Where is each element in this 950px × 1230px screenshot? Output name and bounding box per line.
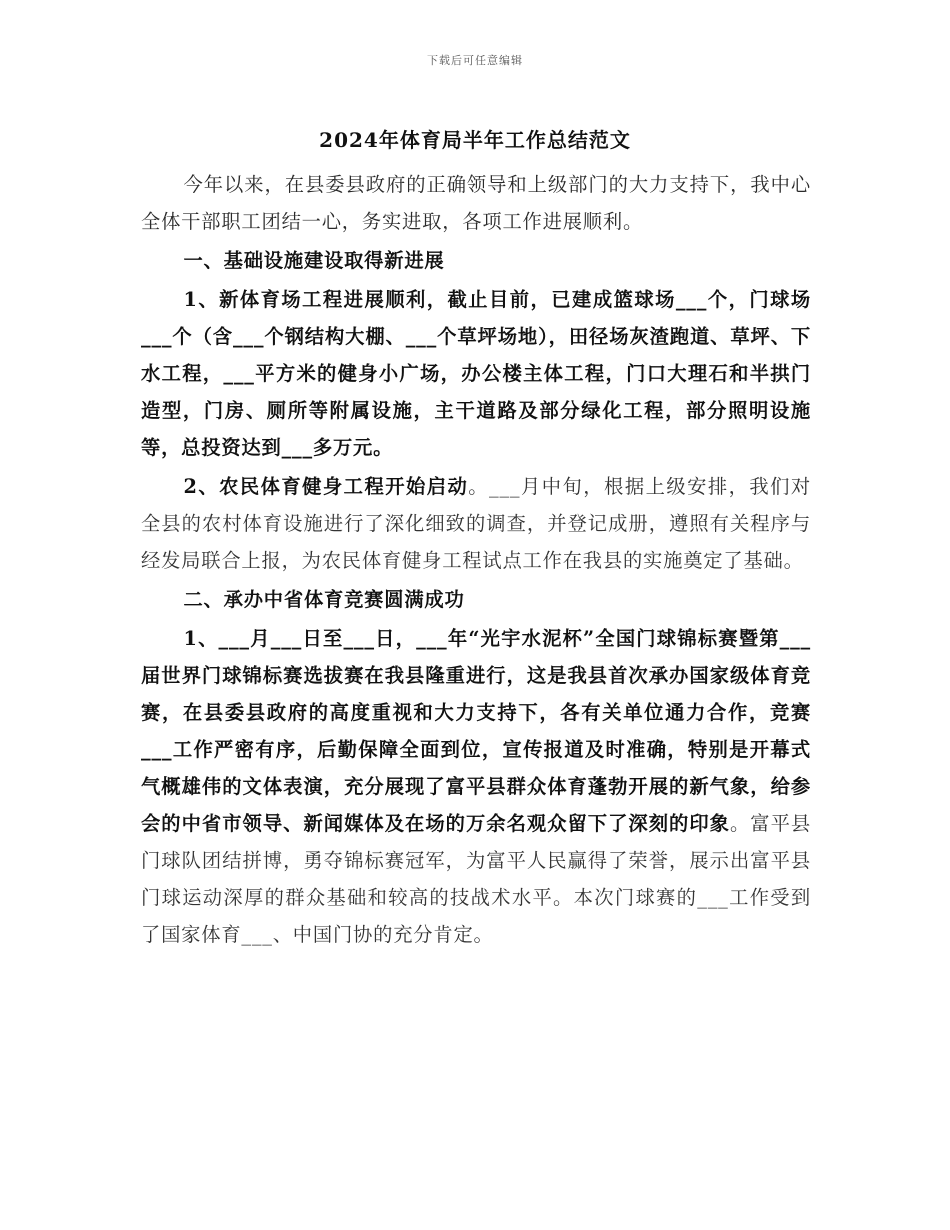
document-title: 2024年体育局半年工作总结范文	[319, 128, 631, 152]
section-1-item-2-bold: 2、农民体育健身工程开始启动	[183, 475, 469, 498]
section-1-item-2-text: 。___月中旬，根据上级安排，我们对全县的农村体育设施进行了深化细致的调查，并登记成册，遵照有关程序与经发局联合上报，为农民体育健身工程试点工作在我县的实施奠定了基础。	[141, 475, 811, 572]
section-2-item-1	[141, 620, 811, 953]
section-1-item-2	[141, 468, 811, 579]
section-2-item-1-text: 。富平县门球队团结拼博，勇夺锦标赛冠军，为富平人民赢得了荣誉，展示出富平县门球运动深厚的群众基础和较高的技战术水平。本次门球赛的___工作受到了国家体育___、中国门协的充分肯定。	[141, 812, 811, 946]
section-1-heading: 一、基础设施建设取得新进展	[183, 249, 445, 272]
section-2-item-1-bold: 1、___月___日至___日，___年“光宇水泥杯”全国门球锦标赛暨第___届世界门球锦标赛选拔赛在我县隆重进行，这是我县首次承办国家级体育竞赛，在县委县政府的高度重视和大力支持下，各有关单位通力合作，竞赛___工作严密有序，后勤保障全面到位，宣传报道及时准确，特别是开幕式气概雄伟的文体表演，充分展现了富平县群众体育蓬勃开展的新气象，给参会的中省市领导、新闻媒体及在场的万余名观众留下了深刻的印象	[141, 627, 811, 835]
section-2-heading: 二、承办中省体育竞赛圆满成功	[183, 588, 465, 611]
section-1-item-1: 1、新体育场工程进展顺利，截止目前，已建成篮球场___个，门球场___个（含___个钢结构大棚、___个草坪场地），田径场灰渣跑道、草坪、下水工程，___平方米的健身小广场，办公楼主体工程，门口大理石和半拱门造型，门房、厕所等附属设施，主干道路及部分绿化工程，部分照明设施等，总投资达到___多万元。	[141, 288, 811, 459]
page-header-note: 下载后可任意编辑	[427, 54, 523, 67]
intro-paragraph: 今年以来，在县委县政府的正确领导和上级部门的大力支持下，我中心全体干部职工团结一心，务实进取，各项工作进展顺利。	[141, 173, 811, 233]
document-body	[141, 166, 811, 953]
